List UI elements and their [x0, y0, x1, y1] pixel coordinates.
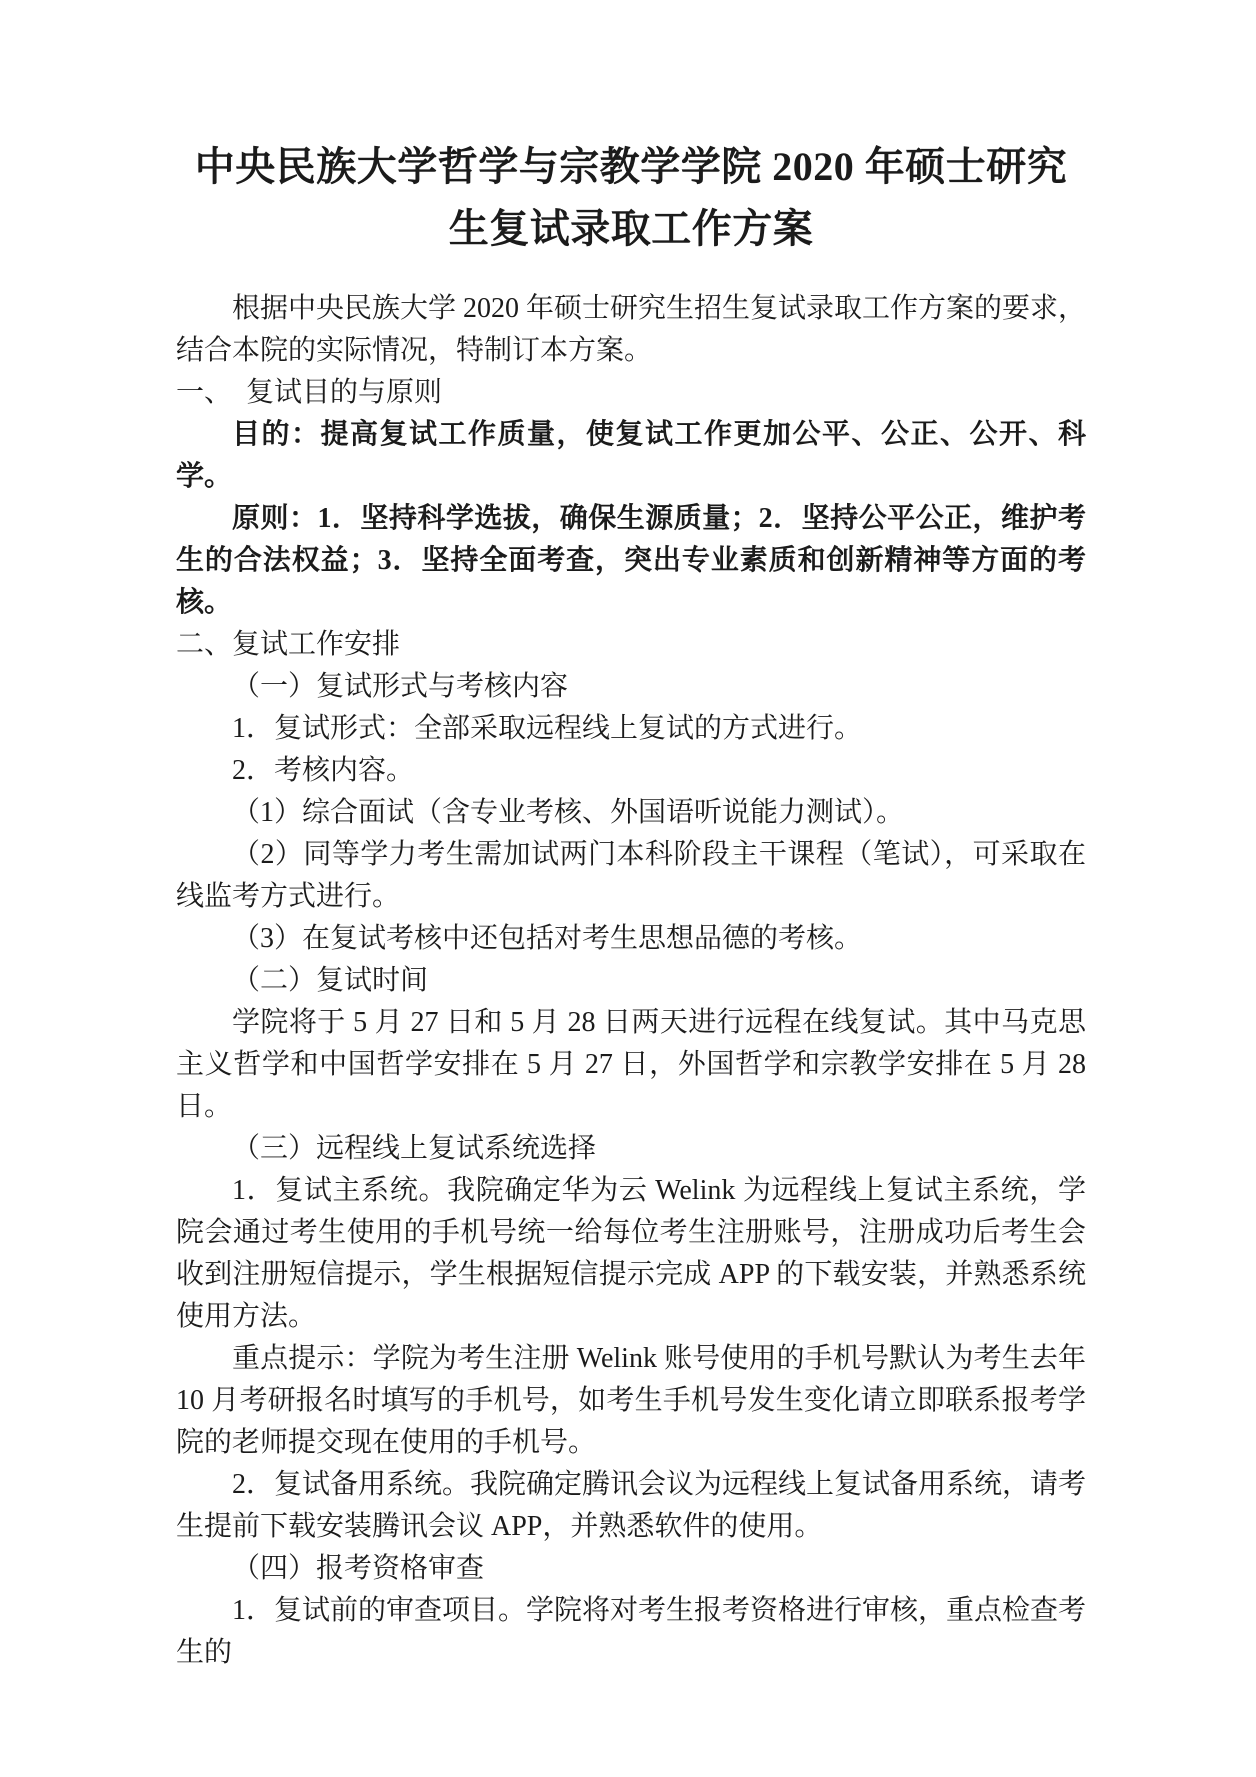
paragraph: （三）远程线上复试系统选择: [232, 1133, 597, 1164]
paragraph: 二、复试工作安排: [176, 629, 401, 660]
document-body: [176, 288, 1093, 1674]
paragraph: 1．复试前的审查项目。学院将对考生报考资格进行审核，重点检查考生的: [176, 1595, 1087, 1668]
paragraph: （1）综合面试（含专业考核、外国语听说能力测试）。: [232, 797, 905, 828]
document-title: 中央民族大学哲学与宗教学学院 2020 年硕士研究生复试录取工作方案: [194, 144, 1068, 251]
paragraph: （3）在复试考核中还包括对考生思想品德的考核。: [232, 923, 863, 954]
paragraph: 1．复试形式：全部采取远程线上复试的方式进行。: [232, 713, 863, 744]
paragraph: （2）同等学力考生需加试两门本科阶段主干课程（笔试），可采取在线监考方式进行。: [176, 839, 1086, 912]
paragraph: 1．复试主系统。我院确定华为云 Welink 为远程线上复试主系统，学院会通过考生使用的手机号统一给每位考生注册账号，注册成功后考生会收到注册短信提示，学生根据短信提示完成 APP 的下载安装，并熟悉系统使用方法。: [176, 1175, 1086, 1332]
paragraph: 2．考核内容。: [232, 755, 415, 786]
paragraph: 一、 复试目的与原则: [176, 377, 443, 408]
paragraph: 目的：提高复试工作质量，使复试工作更加公平、公正、公开、科学。: [176, 419, 1086, 492]
paragraph: 根据中央民族大学 2020 年硕士研究生招生复试录取工作方案的要求，结合本院的实际情况，特制订本方案。: [176, 293, 1087, 366]
paragraph: 学院将于 5 月 27 日和 5 月 28 日两天进行远程在线复试。其中马克思主义哲学和中国哲学安排在 5 月 27 日，外国哲学和宗教学安排在 5 月 28 日。: [176, 1007, 1093, 1122]
paragraph: （一）复试形式与考核内容: [232, 671, 569, 702]
paragraph: 2．复试备用系统。我院确定腾讯会议为远程线上复试备用系统，请考生提前下载安装腾讯会议 APP，并熟悉软件的使用。: [176, 1469, 1087, 1542]
paragraph: 重点提示：学院为考生注册 Welink 账号使用的手机号默认为考生去年 10 月考研报名时填写的手机号，如考生手机号发生变化请立即联系报考学院的老师提交现在使用的手机号。: [176, 1343, 1093, 1458]
paragraph: （四）报考资格审查: [232, 1553, 485, 1584]
paragraph: （二）复试时间: [232, 965, 429, 996]
paragraph: 原则：1．坚持科学选拔，确保生源质量；2．坚持公平公正，维护考生的合法权益；3．坚持全面考查，突出专业素质和创新精神等方面的考核。: [176, 503, 1086, 618]
